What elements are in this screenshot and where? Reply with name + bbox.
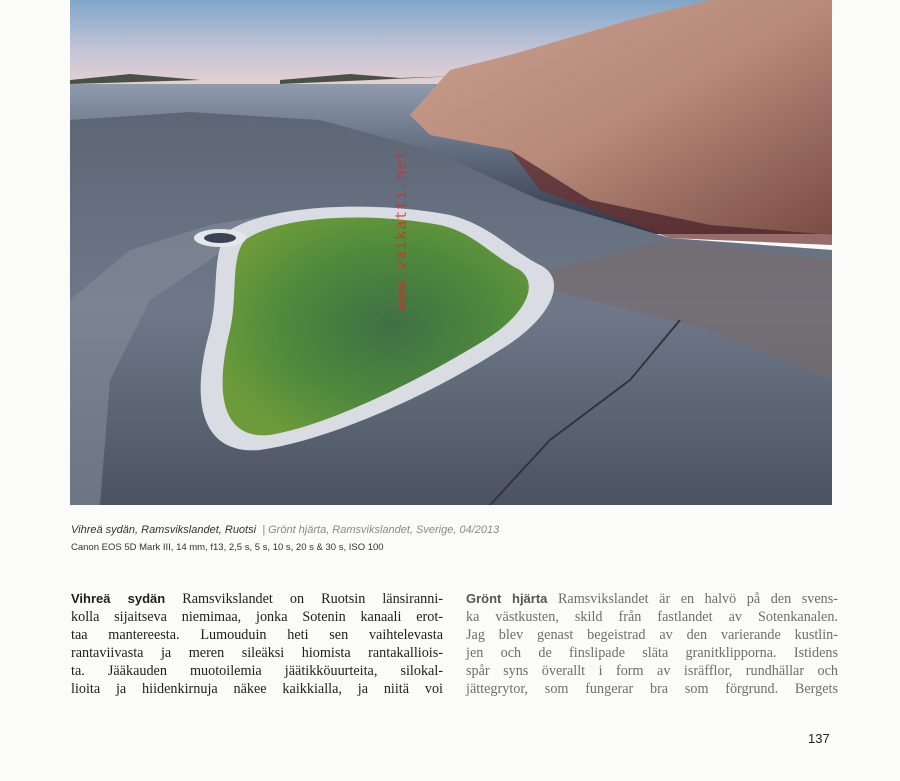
fi-line-4: rantaviivasta ja meren sileäksi hiomista rantakalliois- bbox=[71, 645, 443, 661]
fi-line-1-text: Ramsvikslandet on Ruotsin länsiranni- bbox=[182, 591, 443, 607]
fi-lead-heading: Vihreä sydän bbox=[71, 591, 166, 606]
sv-line-6: jättegrytor, som fungerar bra som förgrund. Bergets bbox=[466, 681, 838, 697]
sv-line-5: spår syns överallt i form av isräfflor, rundhällar och bbox=[466, 663, 838, 679]
swedish-text-column bbox=[466, 590, 838, 698]
rock-pool-illustration bbox=[70, 0, 832, 505]
caption-title-sv: Grönt hjärta, Ramsvikslandet, Sverige, 04/2013 bbox=[268, 524, 500, 536]
sv-lead-heading: Grönt hjärta bbox=[466, 591, 548, 606]
finnish-text-column bbox=[71, 590, 443, 698]
sv-line-2: ka västkusten, skild från fastlandet av Sotenkanalen. bbox=[466, 609, 838, 625]
page-number: 137 bbox=[808, 731, 830, 746]
caption-separator: | bbox=[262, 524, 266, 536]
fi-line-3: taa mantereesta. Lumouduin heti sen vaihtelevasta bbox=[71, 627, 443, 643]
fi-line-2: kolla sijaitseva niemimaa, jonka Sotenin kanaali erot- bbox=[71, 609, 443, 625]
fi-line-1 bbox=[71, 590, 443, 608]
photo-caption bbox=[71, 522, 831, 556]
watermark-text: www.vaikatti.net bbox=[392, 149, 410, 310]
fi-line-5: ta. Jääkauden muotoilemia jäätikköuurteita, silokal- bbox=[71, 663, 443, 679]
sv-line-1 bbox=[466, 590, 838, 608]
sv-line-1-text: Ramsvikslandet är en halvö på den svens- bbox=[557, 591, 838, 607]
fi-line-6: lioita ja hiidenkirnuja näkee kaikkialla, ja niitä voi bbox=[71, 681, 443, 697]
sv-line-3: Jag blev genast begeistrad av den varierande kustlin- bbox=[466, 627, 838, 643]
caption-title-fi: Vihreä sydän, Ramsvikslandet, Ruotsi bbox=[71, 524, 257, 536]
sv-line-4: jen och de finslipade släta granitklipporna. Istidens bbox=[466, 645, 838, 661]
caption-camera-settings: Canon EOS 5D Mark III, 14 mm, f13, 2,5 s, 5 s, 10 s, 20 s & 30 s, ISO 100 bbox=[71, 542, 384, 553]
landscape-photo bbox=[70, 0, 832, 505]
caption-title-line bbox=[71, 522, 831, 538]
